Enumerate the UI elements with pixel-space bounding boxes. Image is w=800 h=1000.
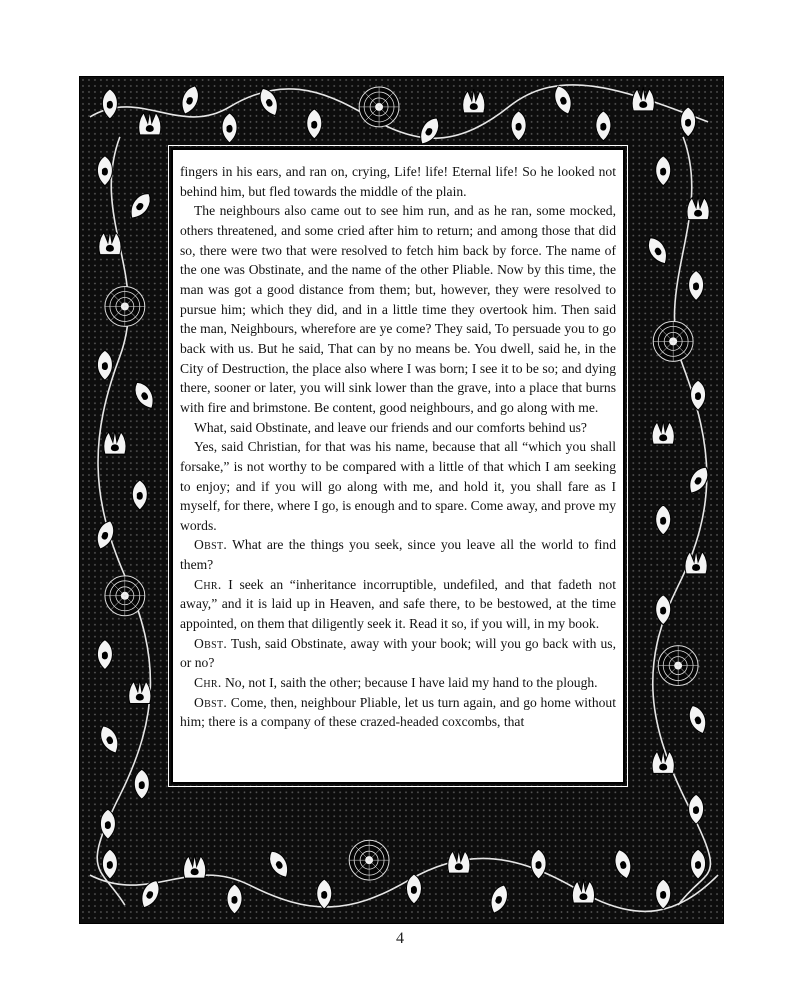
dialogue-text: I seek an “inheritance incorruptible, undefiled, and that fadeth not away,” and it is laid up in Heaven, and safe there, to be bestowed, at the time appointed, on them that diligently seek it. Read it so, if you will, in my book. [180, 576, 616, 632]
dialogue-paragraph [180, 693, 616, 732]
dialogue-paragraph [180, 535, 616, 574]
speaker-label: Chr. [194, 675, 222, 691]
speaker-label: Chr. [194, 576, 222, 592]
dialogue-text: What are the things you seek, since you leave all the world to find them? [180, 537, 616, 573]
page-number: 4 [396, 930, 404, 947]
paragraph: What, said Obstinate, and leave our friends and our comforts behind us? [194, 419, 587, 435]
paragraph: Yes, said Christian, for that was his name, because that all “which you shall forsake,” is not worthy to be compared with a little of that which I am seeking to enjoy; and if you will go along with me, and hold it, you shall fare as I myself, for there, where I go, is enough and to spare. Come away, and prove my words. [180, 439, 616, 533]
dialogue-paragraph [180, 575, 616, 634]
text-panel [171, 148, 625, 784]
speaker-label: Obst. [194, 635, 228, 651]
dialogue-paragraph [180, 673, 616, 693]
dialogue-text: No, not I, saith the other; because I have laid my hand to the plough. [221, 675, 598, 691]
dialogue-text: Come, then, neighbour Pliable, let us turn again, and go home without him; there is a company of these crazed-headed coxcombs, that [180, 694, 616, 730]
dialogue-text: Tush, said Obstinate, away with your book; will you go back with us, or no? [180, 635, 616, 671]
body-text [180, 162, 616, 732]
speaker-label: Obst. [194, 694, 228, 710]
dialogue-paragraph [180, 634, 616, 673]
paragraph: The neighbours also came out to see him run, and as he ran, some mocked, others threatened, and some cried after him to return; and among those that did so, there were two that were resolved to fetch him back by force. The name of the one was Obstinate, and the name of the other Pliable. Now by this time, the man was got a good distance from them; but, however, they were resolved to pursue him; which they did, and in a little time they overtook him. Then said the man, Neighbours, wherefore are ye come? They said, To persuade you to go back with us. But he said, That can by no means be. You dwell, said he, in the City of Destruction, the place also where I was born; I see it to be so; and dying there, sooner or later, you will sink lower than the grave, into a place that burns with fire and brimstone. Be content, good neighbours, and go along with me. [180, 203, 616, 415]
paragraph: fingers in his ears, and ran on, crying, Life! life! Eternal life! So he looked not behind him, but fled towards the middle of the plain. [180, 164, 616, 199]
speaker-label: Obst. [194, 537, 228, 553]
